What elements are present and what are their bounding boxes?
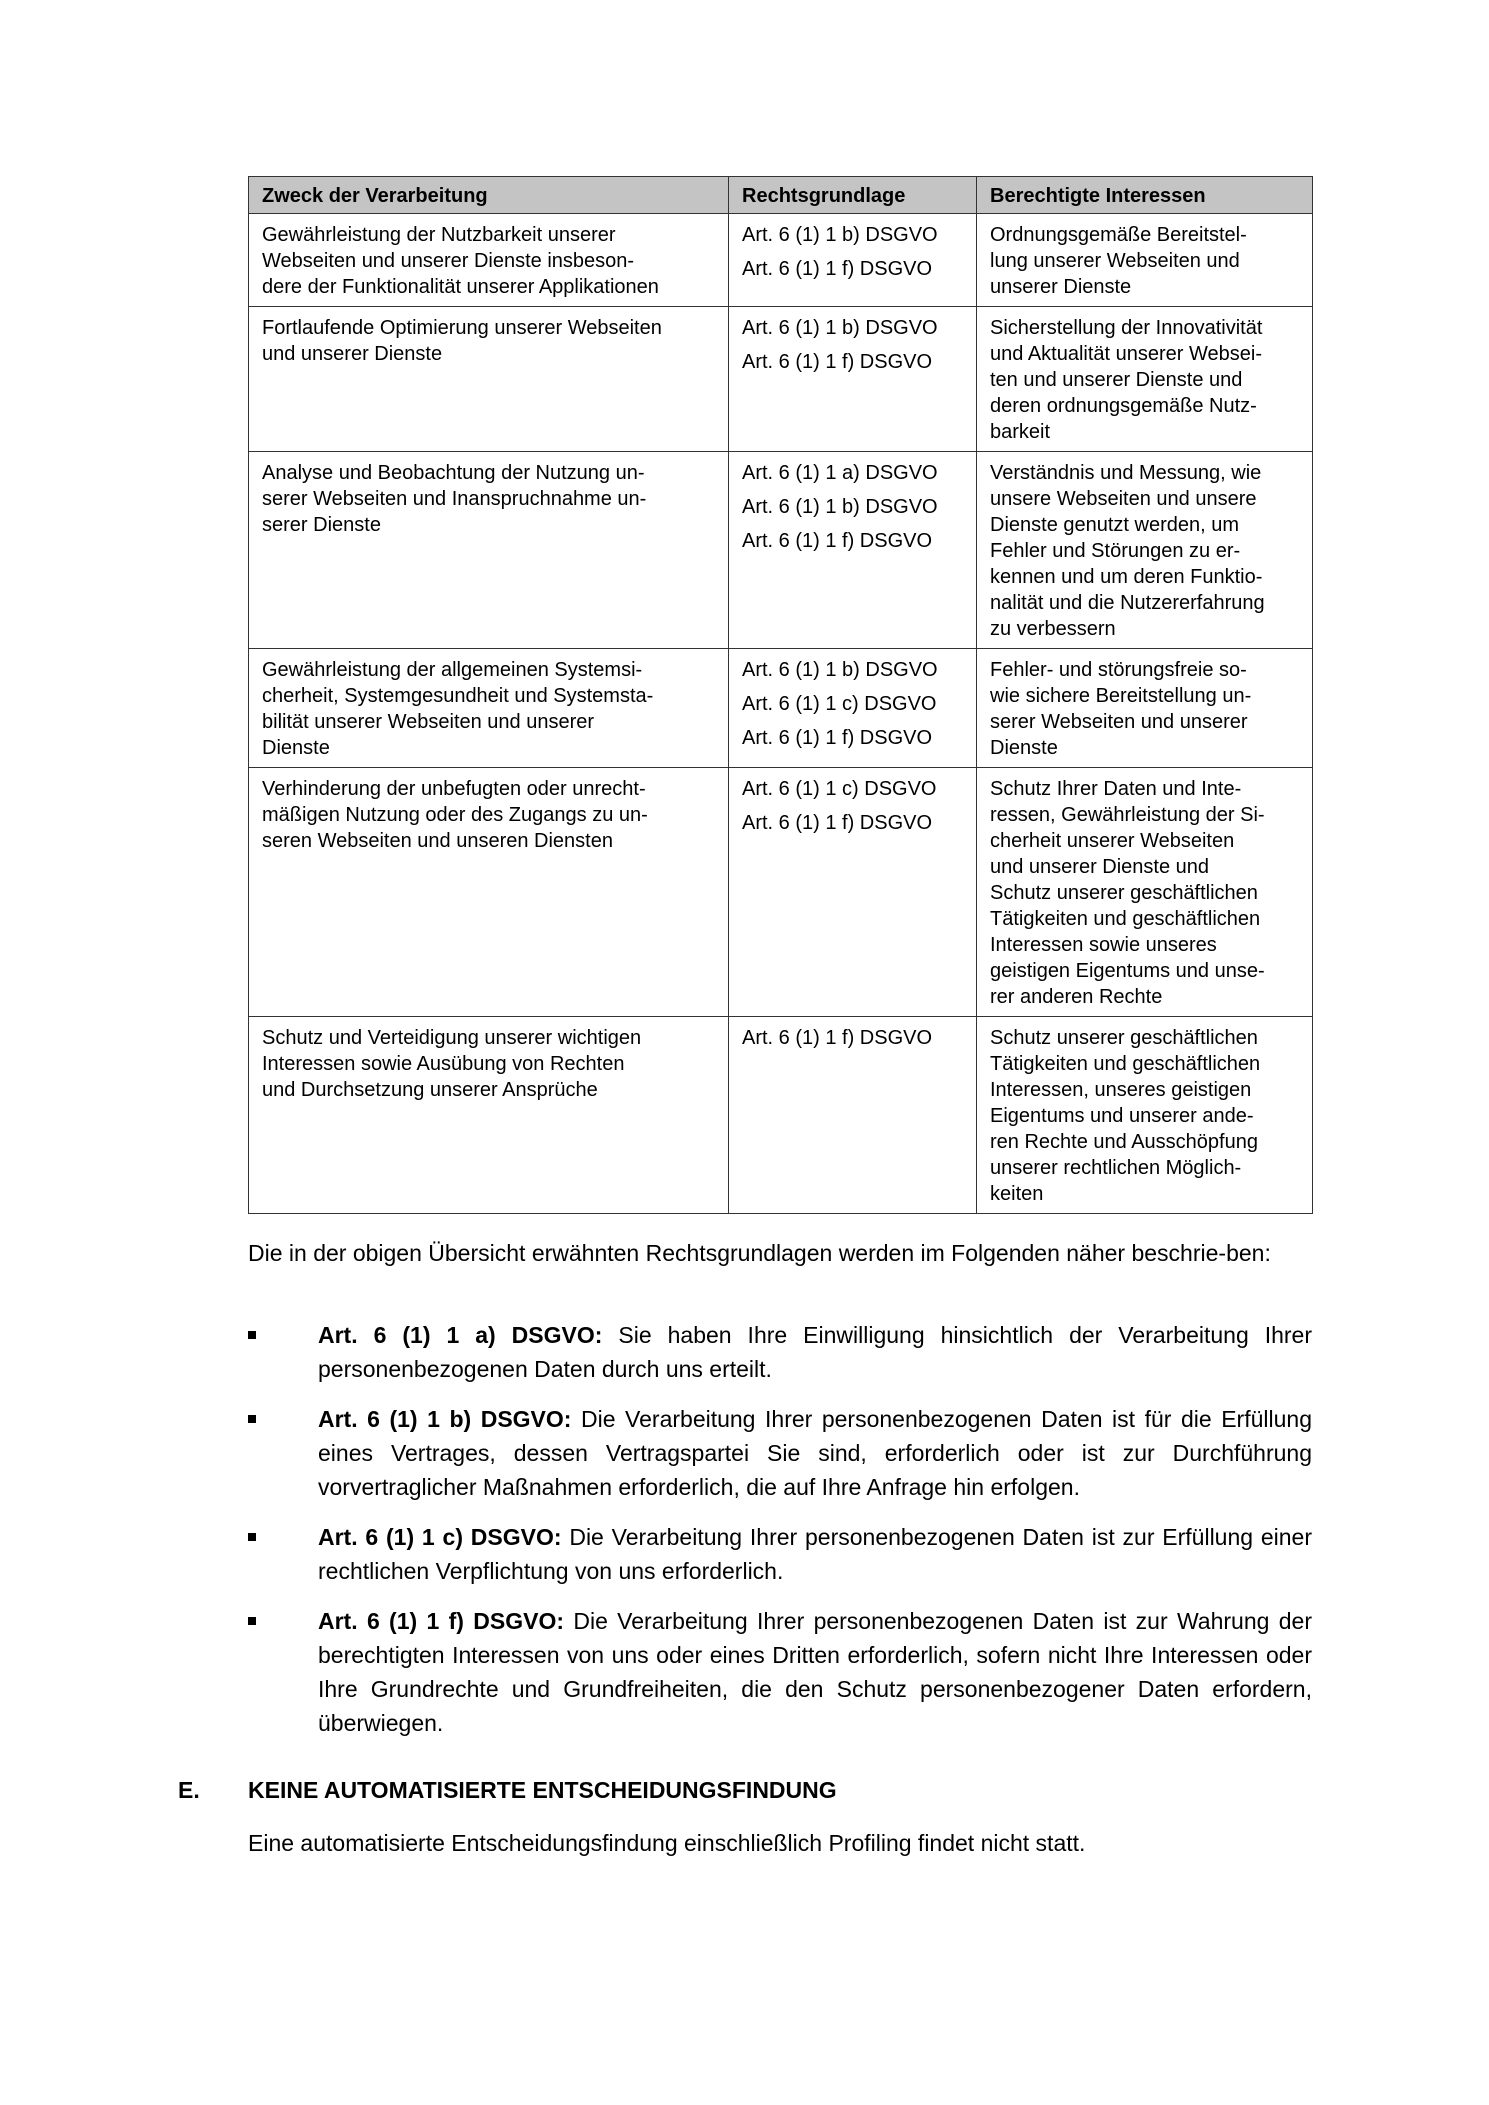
legal-basis-entry: Art. 6 (1) 1 b) DSGVO [742, 496, 938, 518]
purpose-cell: Analyse und Beobachtung der Nutzung un- serer Webseiten und Inanspruchnahme un- serer Dienste [249, 452, 729, 649]
legal-basis-entry: Art. 6 (1) 1 c) DSGVO [742, 693, 937, 715]
list-item [248, 1520, 1312, 1588]
square-bullet-icon [248, 1617, 256, 1625]
legal-basis-term: Art. 6 (1) 1 c) DSGVO: [318, 1524, 562, 1550]
legal-basis-entry: Art. 6 (1) 1 f) DSGVO [742, 1027, 933, 1049]
table-header-row [249, 177, 1313, 214]
legal-basis-cell [729, 768, 977, 1017]
legal-basis-entry: Art. 6 (1) 1 f) DSGVO [742, 530, 933, 552]
table-row [249, 768, 1313, 1017]
legal-basis-term: Art. 6 (1) 1 f) DSGVO: [318, 1608, 565, 1634]
header-purpose: Zweck der Verarbeitung [249, 177, 729, 214]
purpose-cell: Verhinderung der unbefugten oder unrecht- mäßigen Nutzung oder des Zugangs zu un- seren Webseiten und unseren Diensten [249, 768, 729, 1017]
legal-basis-intro: Die in der obigen Übersicht erwähnten Rechtsgrundlagen werden im Folgenden näher beschrie-ben: [248, 1240, 1271, 1266]
legal-basis-entry: Art. 6 (1) 1 a) DSGVO [742, 462, 938, 484]
legal-basis-table [248, 176, 1313, 1214]
legal-basis-cell [729, 452, 977, 649]
square-bullet-icon [248, 1331, 256, 1339]
purpose-cell: Schutz und Verteidigung unserer wichtigen Interessen sowie Ausübung von Rechten und Durchsetzung unserer Ansprüche [249, 1017, 729, 1214]
interests-cell: Schutz unserer geschäftlichen Tätigkeiten und geschäftlichen Interessen, unseres geistigen Eigentums und unserer ande- ren Rechte und Ausschöpfung unserer rechtlichen Möglich- keiten [977, 1017, 1313, 1214]
legal-basis-list [248, 1318, 1312, 1756]
legal-basis-description: Sie haben Ihre Einwilligung hinsichtlich der Verarbeitung Ihrer personenbezogenen Daten durch uns erteilt. [318, 1322, 1313, 1382]
legal-basis-entry: Art. 6 (1) 1 b) DSGVO [742, 659, 938, 681]
legal-basis-term: Art. 6 (1) 1 b) DSGVO: [318, 1406, 572, 1432]
legal-basis-term: Art. 6 (1) 1 a) DSGVO: [318, 1322, 603, 1348]
interests-cell: Verständnis und Messung, wie unsere Webseiten und unsere Dienste genutzt werden, um Fehler und Störungen zu er- kennen und um deren Funktio- nalität und die Nutzererfahrung zu verbessern [977, 452, 1313, 649]
purpose-cell: Gewährleistung der Nutzbarkeit unserer Webseiten und unserer Dienste insbeson- dere der Funktionalität unserer Applikationen [249, 214, 729, 307]
table-row [249, 1017, 1313, 1214]
interests-cell: Ordnungsgemäße Bereitstel- lung unserer Webseiten und unserer Dienste [977, 214, 1313, 307]
legal-basis-cell [729, 307, 977, 452]
table-row [249, 307, 1313, 452]
interests-cell: Schutz Ihrer Daten und Inte- ressen, Gewährleistung der Si- cherheit unserer Webseiten und unserer Dienste und Schutz unserer geschäftlichen Tätigkeiten und geschäftlichen Interessen sowie unseres geistigen Eigentums und unse- rer anderen Rechte [977, 768, 1313, 1017]
legal-basis-entry: Art. 6 (1) 1 b) DSGVO [742, 317, 938, 339]
section-text: Eine automatisierte Entscheidungsfindung einschließlich Profiling findet nicht statt. [248, 1830, 1086, 1856]
legal-basis-description: Die Verarbeitung Ihrer personenbezogenen Daten ist für die Erfüllung eines Vertrages, dessen Vertragspartei Sie sind, erforderlich oder ist zur Durchführung vorvertraglicher Maßnahmen erforderlich, die auf Ihre Anfrage hin erfolgen. [318, 1406, 1312, 1500]
purpose-cell: Fortlaufende Optimierung unserer Webseiten und unserer Dienste [249, 307, 729, 452]
table-row [249, 649, 1313, 768]
legal-basis-cell [729, 214, 977, 307]
section-letter: E. [178, 1777, 200, 1803]
list-item [248, 1402, 1312, 1504]
list-item [248, 1604, 1312, 1740]
table-row [249, 452, 1313, 649]
list-item [248, 1318, 1312, 1386]
legal-basis-entry: Art. 6 (1) 1 b) DSGVO [742, 224, 938, 246]
legal-basis-description: Die Verarbeitung Ihrer personenbezogenen Daten ist zur Erfüllung einer rechtlichen Verpflichtung von uns erforderlich. [318, 1524, 1313, 1584]
legal-basis-cell [729, 1017, 977, 1214]
square-bullet-icon [248, 1533, 256, 1541]
legal-basis-entry: Art. 6 (1) 1 f) DSGVO [742, 258, 933, 280]
table-body [249, 214, 1313, 1214]
legal-basis-entry: Art. 6 (1) 1 f) DSGVO [742, 812, 933, 834]
purpose-cell: Gewährleistung der allgemeinen Systemsi- cherheit, Systemgesundheit und Systemsta- bilität unserer Webseiten und unserer Dienste [249, 649, 729, 768]
legal-basis-cell [729, 649, 977, 768]
square-bullet-icon [248, 1415, 256, 1423]
header-interests: Berechtigte Interessen [977, 177, 1313, 214]
legal-basis-entry: Art. 6 (1) 1 f) DSGVO [742, 351, 933, 373]
legal-basis-description: Die Verarbeitung Ihrer personenbezogenen Daten ist zur Wahrung der berechtigten Interessen von uns oder eines Dritten erforderlich, sofern nicht Ihre Interessen oder Ihre Grundrechte und Grundfreiheiten, die den Schutz personenbezogener Daten erfordern, überwiegen. [318, 1608, 1312, 1736]
interests-cell: Sicherstellung der Innovativität und Aktualität unserer Websei- ten und unserer Dienste und deren ordnungsgemäße Nutz- barkeit [977, 307, 1313, 452]
section-title: KEINE AUTOMATISIERTE ENTSCHEIDUNGSFINDUNG [248, 1777, 837, 1803]
legal-basis-entry: Art. 6 (1) 1 f) DSGVO [742, 727, 933, 749]
legal-basis-entry: Art. 6 (1) 1 c) DSGVO [742, 778, 937, 800]
table-row [249, 214, 1313, 307]
header-legal-basis: Rechtsgrundlage [729, 177, 977, 214]
interests-cell: Fehler- und störungsfreie so- wie sichere Bereitstellung un- serer Webseiten und unserer Dienste [977, 649, 1313, 768]
